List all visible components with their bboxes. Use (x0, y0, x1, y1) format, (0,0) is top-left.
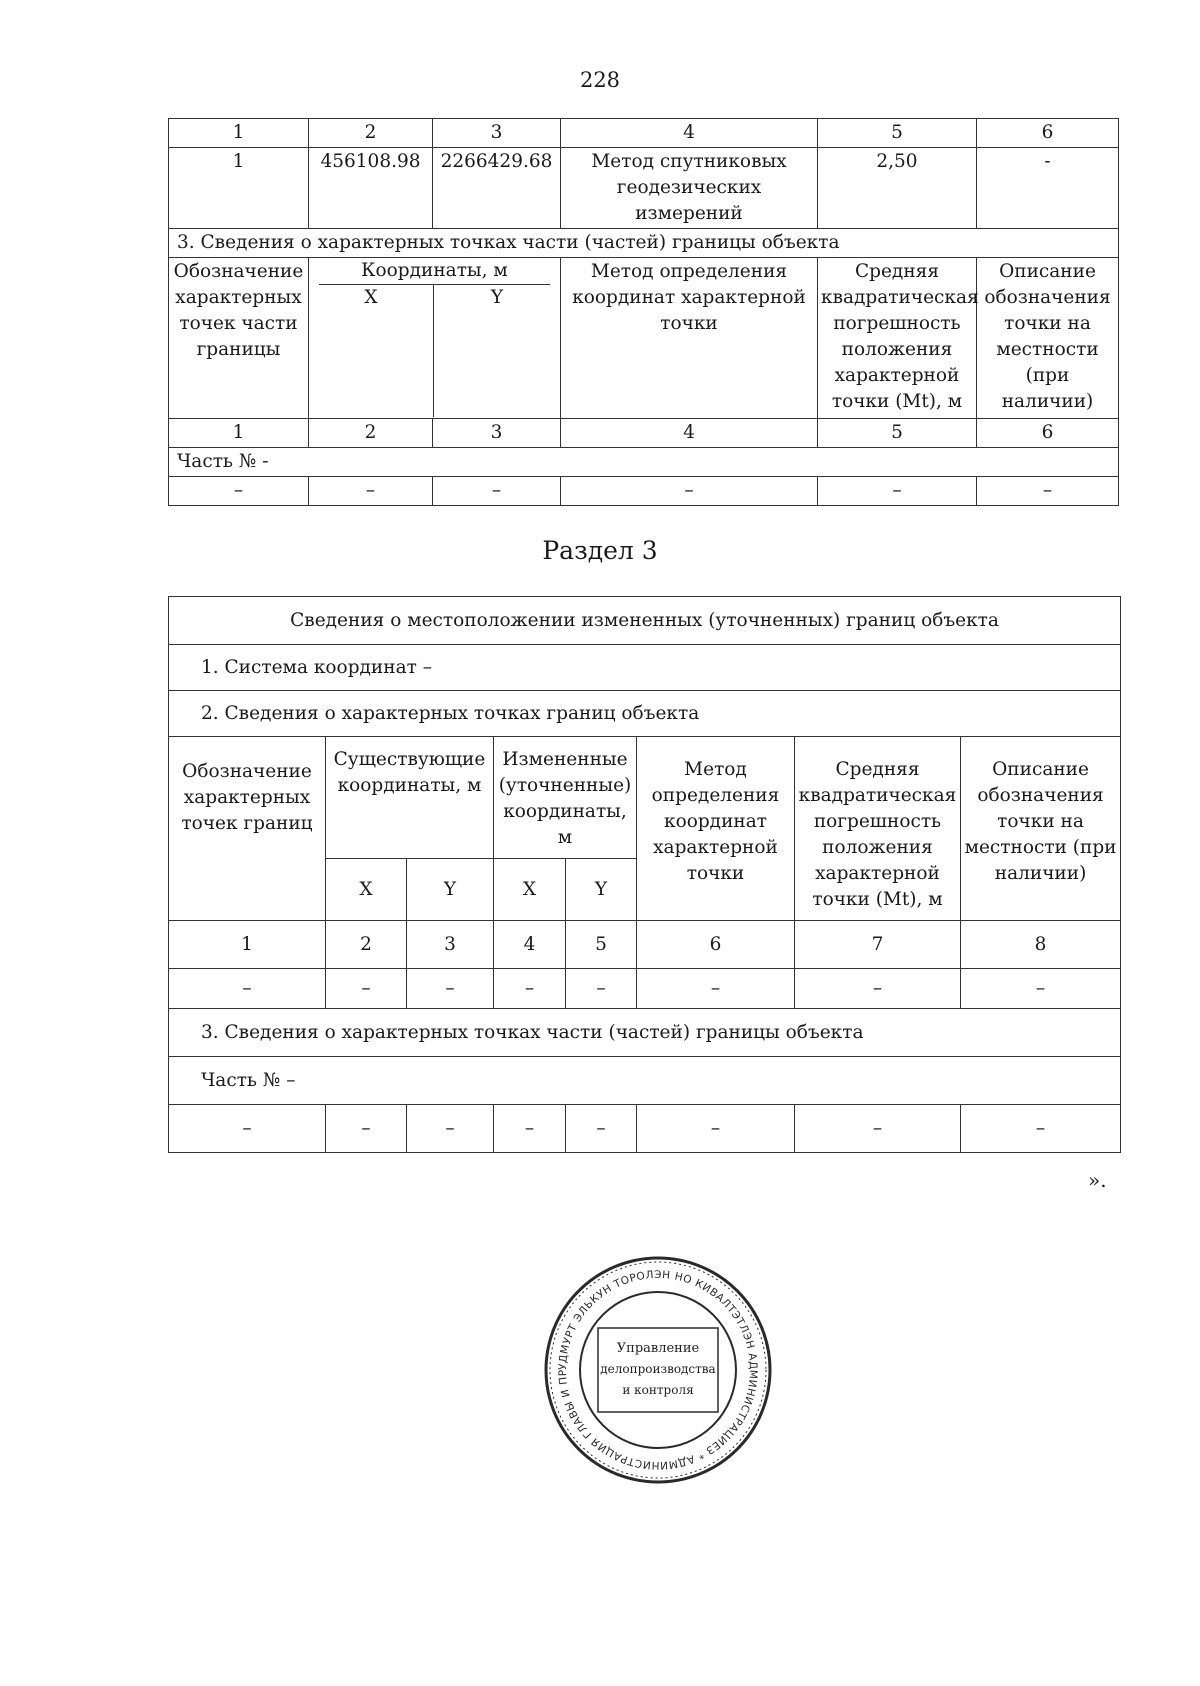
dash-cell: – (494, 1105, 566, 1153)
coordinates-title: Координаты, м (319, 258, 550, 285)
col-num: 2 (309, 418, 433, 447)
col-num: 5 (566, 921, 637, 969)
dash-cell: – (961, 969, 1121, 1009)
table-row (169, 969, 1121, 1009)
method-header: Метод определения координат характерной точки (637, 737, 795, 921)
description-header: Описание обозначения точки на местности (при наличии) (977, 258, 1119, 419)
col-num: 4 (494, 921, 566, 969)
mean-error: 2,50 (818, 148, 977, 229)
method: Метод спутниковых геодезических измерений (561, 148, 818, 229)
official-stamp (538, 1250, 778, 1494)
y-coordinate: 2266429.68 (433, 148, 561, 229)
coordinates-header (309, 258, 561, 418)
parts-title: 3. Сведения о характерных точках части (частей) границы объекта (169, 1009, 1121, 1057)
dash-cell: – (326, 1105, 407, 1153)
table-row (169, 148, 1119, 229)
stamp-line-3: и контроля (622, 1383, 694, 1397)
column-numbers-row (169, 119, 1119, 148)
part-label: Часть № - (169, 447, 1119, 476)
designation-header: Обозначение характерных точек части границы (169, 258, 309, 419)
coordinate-system: 1. Система координат – (169, 645, 1121, 691)
col-num: 6 (637, 921, 795, 969)
x-header: X (309, 285, 434, 417)
dash-cell: – (561, 476, 818, 505)
dash-cell: – (977, 476, 1119, 505)
col-num: 4 (561, 418, 818, 447)
dash-cell: – (818, 476, 977, 505)
dash-cell: – (433, 476, 561, 505)
col-num: 8 (961, 921, 1121, 969)
col-num: 1 (169, 921, 326, 969)
stamp-line-1: Управление (616, 1341, 700, 1356)
part-label: Часть № – (169, 1057, 1121, 1105)
col-num: 5 (818, 119, 977, 148)
dash-cell: – (637, 969, 795, 1009)
point-number: 1 (169, 148, 309, 229)
page-number: 228 (579, 68, 621, 92)
points-title: 2. Сведения о характерных точках границ объекта (169, 691, 1121, 737)
column-numbers-row (169, 921, 1121, 969)
changed-coords-header: Измененные (уточненные) координаты, м (494, 737, 637, 859)
dash-cell: – (169, 1105, 326, 1153)
col-num: 1 (169, 119, 309, 148)
dash-cell: – (566, 969, 637, 1009)
dash-cell: – (407, 1105, 494, 1153)
y-existing-header: Y (407, 859, 494, 921)
col-num: 7 (795, 921, 961, 969)
dash-cell: – (309, 476, 433, 505)
method-header: Метод определения координат характерной точки (561, 258, 818, 419)
col-num: 3 (407, 921, 494, 969)
col-num: 2 (326, 921, 407, 969)
x-changed-header: X (494, 859, 566, 921)
col-num: 2 (309, 119, 433, 148)
dash-cell: – (494, 969, 566, 1009)
y-header: Y (490, 287, 504, 308)
table-row (169, 1105, 1121, 1153)
changed-boundaries-table (168, 596, 1121, 1153)
table-row (169, 476, 1119, 505)
description: - (977, 148, 1119, 229)
stamp-outer-text: УДМУРТ ЭЛЬКУН ТОРОЛЭН НО КИВАЛТЭТЛЭН АДМИНИСТРАЦИЕЗ * АДМИНИСТРАЦИЯ ГЛАВЫ И ПР (556, 1268, 760, 1472)
dash-cell: – (169, 476, 309, 505)
dash-cell: – (961, 1105, 1121, 1153)
dash-cell: – (407, 969, 494, 1009)
error-header: Средняя квадратическая погрешность положения характерной точки (Mt), м (818, 258, 977, 419)
section-title: 3. Сведения о характерных точках части (частей) границы объекта (169, 229, 1119, 258)
x-coordinate: 456108.98 (309, 148, 433, 229)
section-heading: Раздел 3 (542, 536, 658, 565)
col-num: 3 (433, 119, 561, 148)
column-numbers-row (169, 418, 1119, 447)
table-title: Сведения о местоположении измененных (уточненных) границ объекта (169, 597, 1121, 645)
existing-coords-header: Существующие координаты, м (326, 737, 494, 859)
x-existing-header: X (326, 859, 407, 921)
col-num: 6 (977, 119, 1119, 148)
dash-cell: – (326, 969, 407, 1009)
designation-header: Обозначение характерных точек границ (169, 737, 326, 921)
stamp-svg (538, 1250, 778, 1490)
col-num: 1 (169, 418, 309, 447)
y-changed-header: Y (566, 859, 637, 921)
dash-cell: – (169, 969, 326, 1009)
error-header: Средняя квадратическая погрешность положения характерной точки (Mt), м (795, 737, 961, 921)
closing-quote: ». (1088, 1168, 1107, 1192)
stamp-line-2: делопроизводства (600, 1362, 716, 1376)
col-num: 4 (561, 119, 818, 148)
col-num: 3 (433, 418, 561, 447)
boundary-points-table-continued (168, 118, 1119, 506)
description-header: Описание обозначения точки на местности (при наличии) (961, 737, 1121, 921)
dash-cell: – (795, 969, 961, 1009)
dash-cell: – (566, 1105, 637, 1153)
dash-cell: – (795, 1105, 961, 1153)
dash-cell: – (637, 1105, 795, 1153)
col-num: 6 (977, 418, 1119, 447)
col-num: 5 (818, 418, 977, 447)
